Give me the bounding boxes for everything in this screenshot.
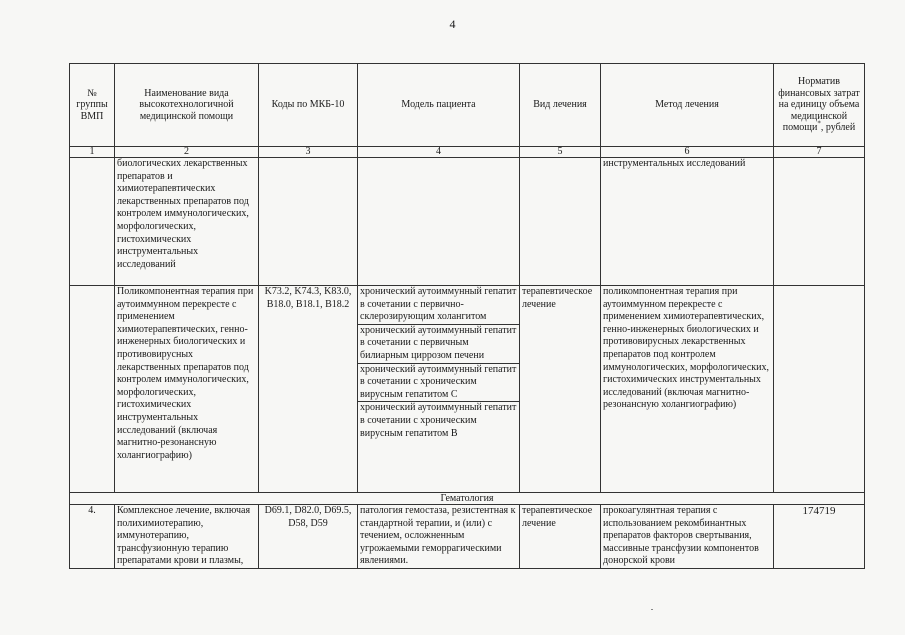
cell-method: поликомпонентная терапия при аутоиммунном перекресте с применением химиотерапевтических, генно-инженерных биологических и противовирусных лекарственных препаратов под контролем иммунологических, морфологических, гистохимических инструментальных исследований (включая магнитно-резонансную холангиографию) [601,286,774,493]
cell-empty [774,158,865,286]
header-cost-unit: , рублей [820,122,856,134]
patient-model-item: хронический аутоиммунный гепатит в сочетании с первично-склерозирующим холангитом [358,286,519,325]
cell-icd-codes: K73.2, K74.3, K83.0, B18.0, B18.1, B18.2 [259,286,358,493]
column-number: 4 [358,147,520,158]
table-row-continuation [70,158,865,286]
patient-model-item: хронический аутоиммунный гепатит в сочетании с хроническим вирусным гепатитом B [360,402,517,439]
column-number: 5 [520,147,601,158]
header-cost-footnote-mark: * [817,119,821,128]
cell-empty [70,286,115,493]
header-cost-standard [774,64,865,147]
header-patient-model: Модель пациента [358,64,520,147]
cell-care-name: Комплексное лечение, включая полихимиотерапию, иммунотерапию, трансфузионную терапию препаратами крови и плазмы, [115,505,259,569]
column-number: 3 [259,147,358,158]
section-row [70,493,865,505]
cell-method: прокоагулянтная терапия с использованием рекомбинантных препаратов факторов свертывания, массивные трансфузии компонентов донорской крови [601,505,774,569]
header-treatment-type: Вид лечения [520,64,601,147]
table-header-row [70,64,865,147]
cell-empty [520,158,601,286]
cell-treatment-type: терапевтическое лечение [520,286,601,493]
cell-empty [358,158,520,286]
cell-patient-models [358,286,520,493]
patient-model-item: хронический аутоиммунный гепатит в сочетании с первичным билиарным циррозом печени [358,325,519,364]
cell-empty [70,158,115,286]
column-number-row [70,147,865,158]
patient-model-item: хронический аутоиммунный гепатит в сочетании с хроническим вирусным гепатитом C [358,364,519,403]
table-row-group-4 [70,505,865,569]
table-row-autoimmune [70,286,865,493]
column-number: 7 [774,147,865,158]
header-icd-codes: Коды по МКБ-10 [259,64,358,147]
vmp-table [69,63,865,569]
scan-speck [651,609,653,610]
column-number: 1 [70,147,115,158]
column-number: 6 [601,147,774,158]
cell-icd-codes: D69.1, D82.0, D69.5, D58, D59 [259,505,358,569]
cell-empty [774,286,865,493]
cell-care-name: Поликомпонентная терапия при аутоиммунном перекресте с применением химиотерапевтических, генно-инженерных биологических и противовирусных лекарственных препаратов под контролем иммунологических, морфологических, гистохимических инструментальных исследований (включая магнитно-резонансную холангиографию) [115,286,259,493]
section-title: Гематология [70,493,865,505]
cell-patient-model: патология гемостаза, резистентная к стандартной терапии, и (или) с течением, осложненным угрожаемыми геморрагическими явлениями. [358,505,520,569]
column-number: 2 [115,147,259,158]
cell-care-name: биологических лекарственных препаратов и химиотерапевтических лекарственных препаратов под контролем иммунологических, морфологических, гистохимических инструментальных исследований [115,158,259,286]
header-treatment-method: Метод лечения [601,64,774,147]
page-number: 4 [449,17,456,31]
header-cost-main: Норматив финансовых затрат на единицу объема медицинской помощи [778,76,860,134]
header-care-type: Наименование вида высокотехнологичной медицинской помощи [115,64,259,147]
header-group-number: № группы ВМП [70,64,115,147]
cell-empty [259,158,358,286]
cell-treatment-type: терапевтическое лечение [520,505,601,569]
cell-group-number: 4. [70,505,115,569]
cell-cost: 174719 [774,505,865,569]
cell-method: инструментальных исследований [601,158,774,286]
